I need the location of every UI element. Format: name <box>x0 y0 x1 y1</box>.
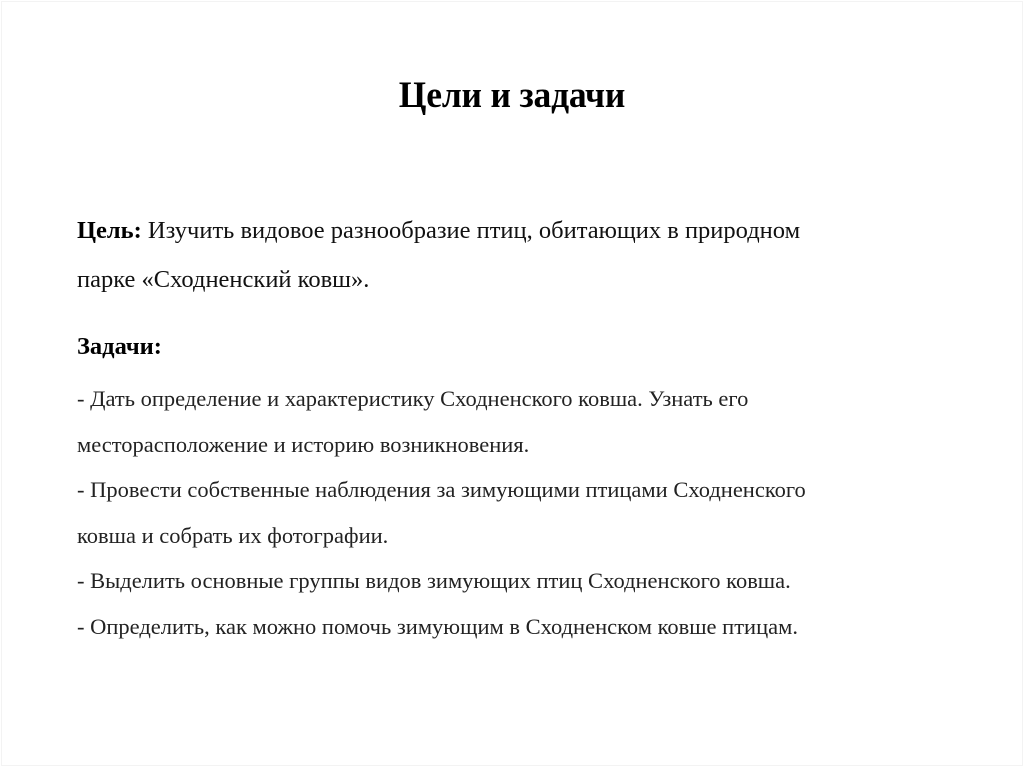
task-line: - Провести собственные наблюдения за зимующими птицами Сходненского <box>77 477 806 503</box>
goal-label: Цель: <box>77 217 142 244</box>
slide <box>1 1 1023 766</box>
task-line: - Дать определение и характеристику Сходненского ковша. Узнать его <box>77 386 749 411</box>
slide-title: Цели и задачи <box>398 75 626 116</box>
goal-text-line1: Изучить видовое разнообразие птиц, обитающих в природном <box>141 217 801 244</box>
goal-paragraph <box>77 206 957 304</box>
task-line: - Определить, как можно помочь зимующим в Сходненском ковше птицам. <box>77 613 798 639</box>
tasks-list <box>77 376 977 650</box>
tasks-heading: Задачи: <box>77 333 162 360</box>
task-line: - Выделить основные группы видов зимующих птиц Сходненского ковша. <box>77 568 791 594</box>
goal-text-line2: парке «Сходненский ковш». <box>77 266 370 293</box>
task-line: месторасположение и историю возникновения. <box>77 431 530 457</box>
task-line: ковша и собрать их фотографии. <box>77 522 389 548</box>
